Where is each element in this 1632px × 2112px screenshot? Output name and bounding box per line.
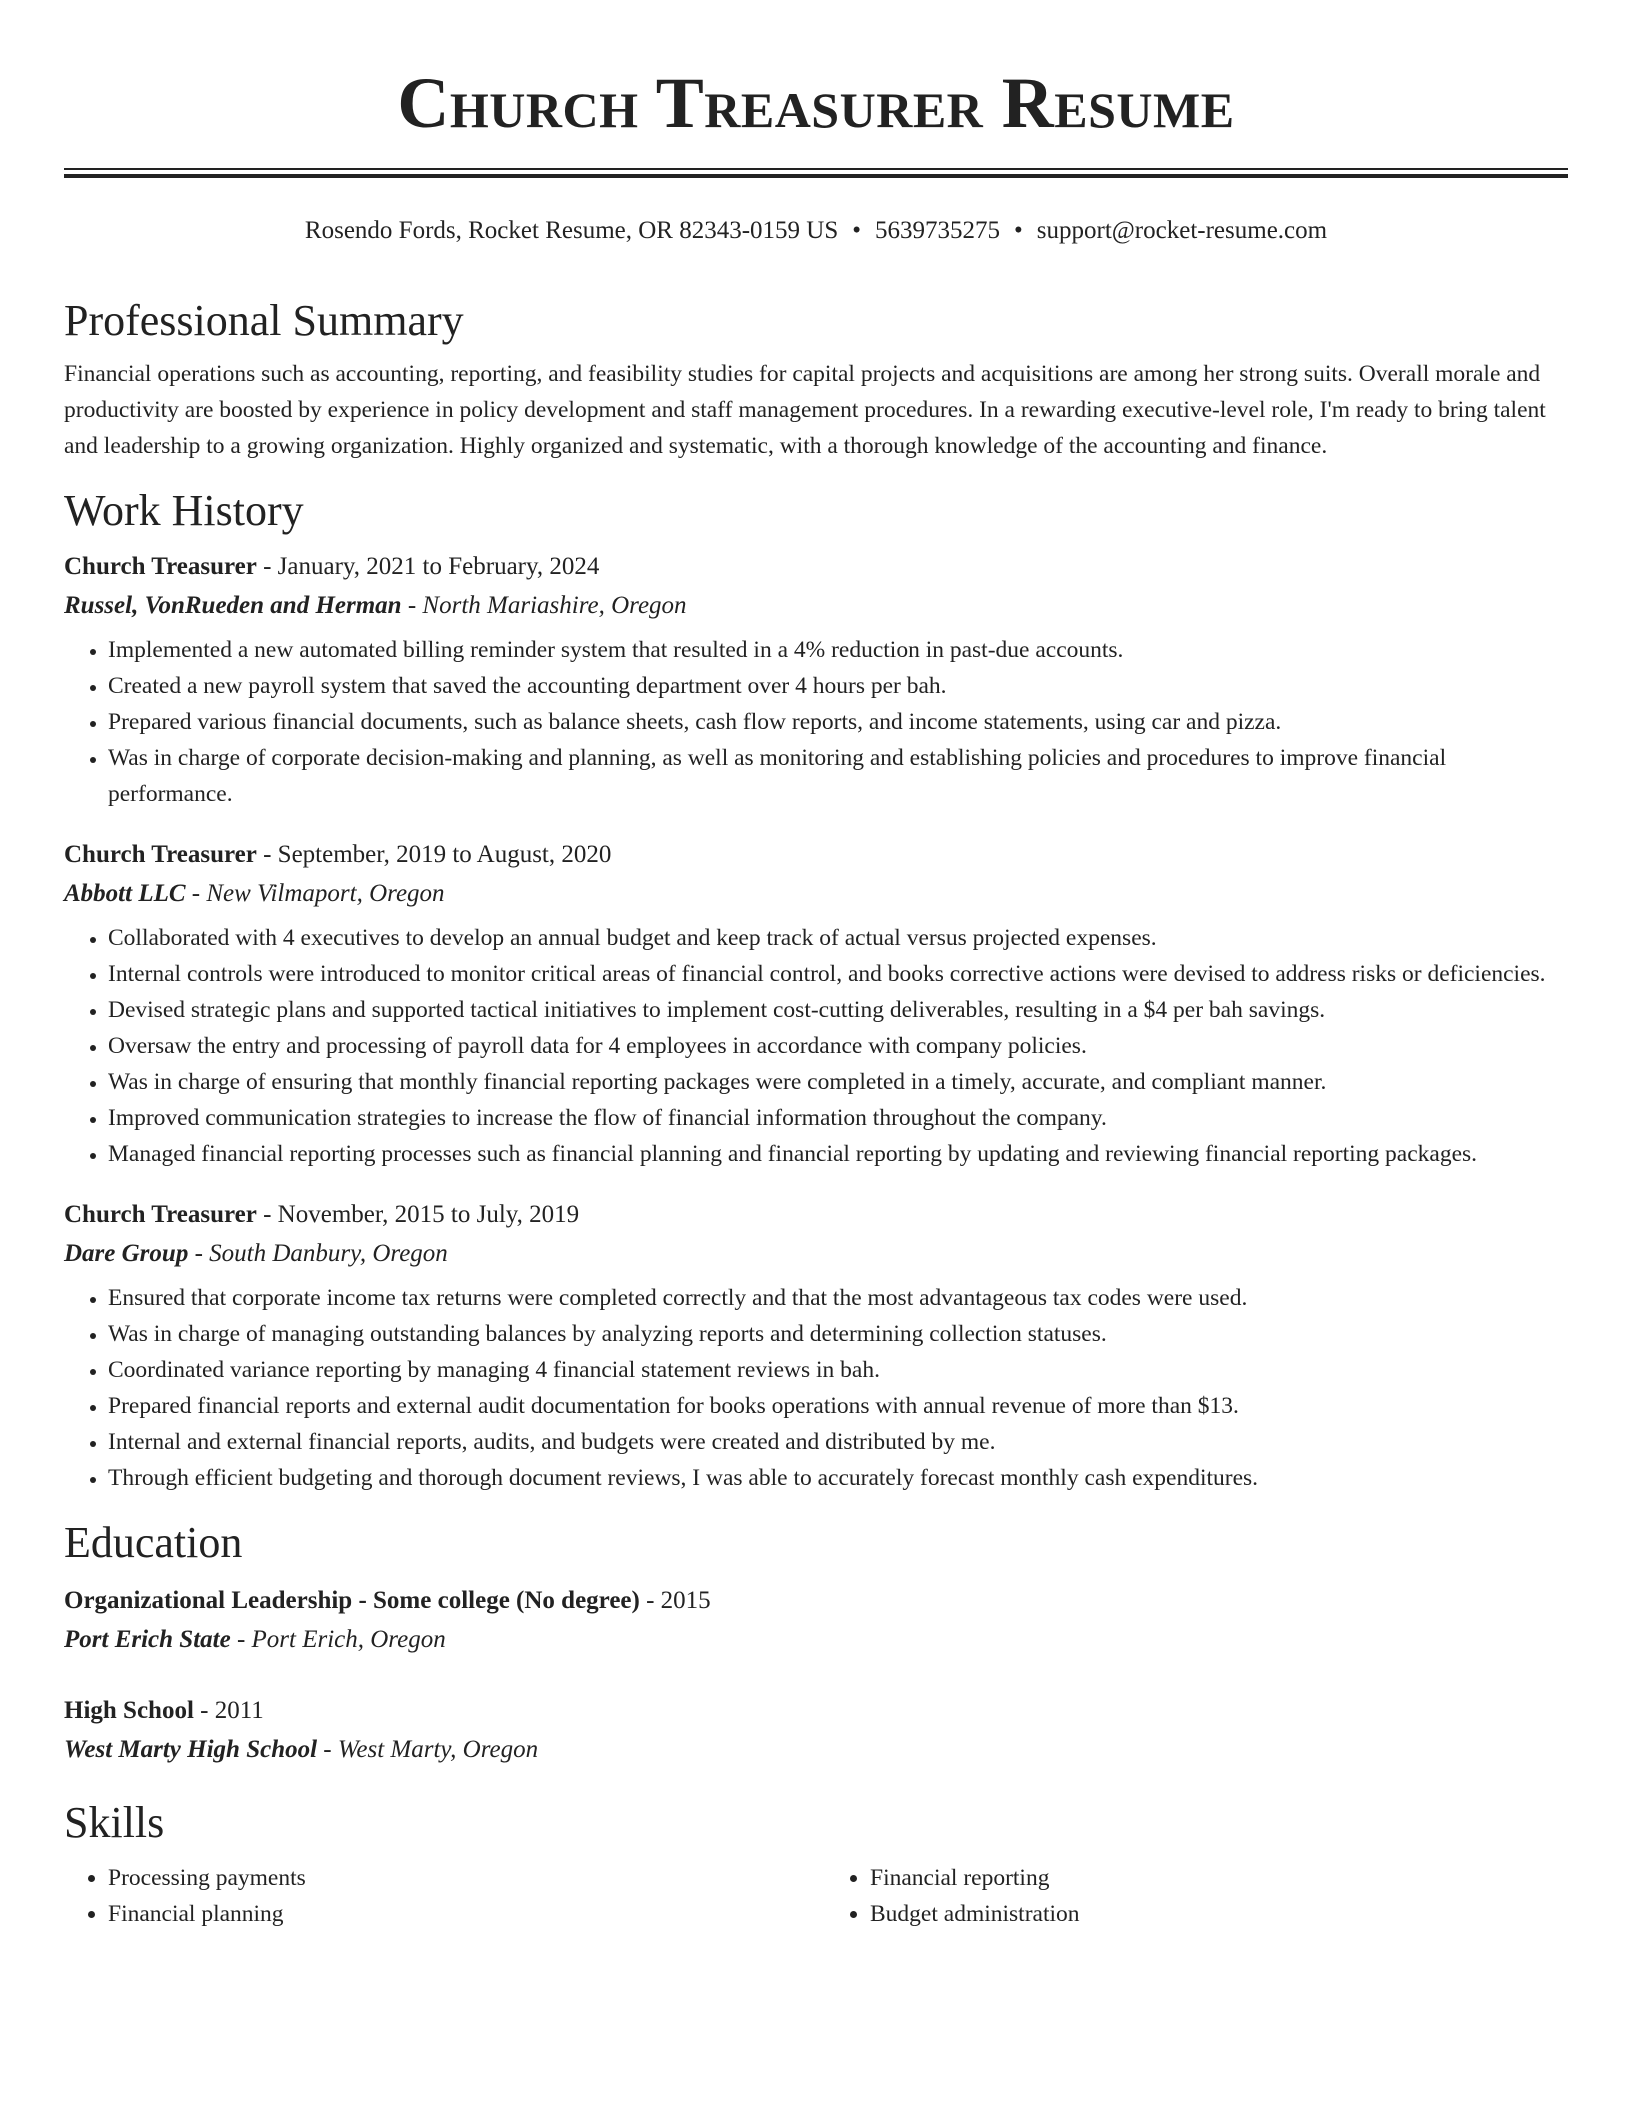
job-company: Abbott LLC: [64, 880, 186, 907]
skills-grid: [64, 1860, 1568, 1932]
contact-phone: 5639735275: [875, 217, 1001, 244]
education-school-line: [64, 1730, 1568, 1770]
education-header: [64, 1692, 1568, 1730]
education-year: - 2011: [193, 1697, 264, 1724]
contact-separator: •: [1014, 217, 1023, 244]
job-bullet: • Was in charge of ensuring that monthly financial reporting packages were completed in a timely, accurate, and compliant manner.: [108, 1064, 1568, 1100]
education-degree: Organizational Leadership - Some college (No degree): [64, 1587, 640, 1614]
education-location: - West Marty, Oregon: [317, 1736, 539, 1763]
job-bullet: • Was in charge of managing outstanding balances by analyzing reports and determining collection statuses.: [108, 1316, 1568, 1352]
title-rule-thick: [64, 174, 1568, 178]
job-bullet: • Prepared financial reports and external audit documentation for books operations with annual revenue of more than $13.: [108, 1388, 1568, 1424]
section-heading-work-history: Work History: [64, 486, 304, 535]
job-bullets: [64, 632, 1568, 812]
job-header: [64, 836, 1568, 874]
section-heading-education: Education: [64, 1518, 243, 1567]
job-company: Russel, VonRueden and Herman: [64, 592, 402, 619]
skills-column-right: [826, 1860, 1568, 1932]
job-location: - North Mariashire, Oregon: [401, 592, 687, 619]
job-employer: [64, 874, 1568, 914]
education-header: [64, 1582, 1568, 1620]
job-company: Dare Group: [64, 1240, 189, 1267]
job-bullet: • Improved communication strategies to increase the flow of financial information throughout the company.: [108, 1100, 1568, 1136]
job-bullet: • Implemented a new automated billing reminder system that resulted in a 4% reduction in past-due accounts.: [108, 632, 1568, 668]
job-bullet: • Prepared various financial documents, such as balance sheets, cash flow reports, and income statements, using car and pizza.: [108, 704, 1568, 740]
job-title: Church Treasurer: [64, 841, 257, 868]
skill-item: • Processing payments: [108, 1860, 806, 1896]
education-year: - 2015: [639, 1587, 711, 1614]
job-title: Church Treasurer: [64, 553, 257, 580]
job-employer: [64, 586, 1568, 626]
job-bullet: • Coordinated variance reporting by managing 4 financial statement reviews in bah.: [108, 1352, 1568, 1388]
skill-item: • Financial reporting: [870, 1860, 1568, 1896]
job-entry: [64, 836, 1568, 1172]
job-bullets: [64, 1280, 1568, 1496]
resume-title: Church Treasurer Resume: [397, 63, 1235, 143]
job-location: - South Danbury, Oregon: [188, 1240, 448, 1267]
contact-address: Rosendo Fords, Rocket Resume, OR 82343-0159 US: [304, 217, 839, 244]
job-bullets: [64, 920, 1568, 1172]
job-header: [64, 548, 1568, 586]
job-bullet: • Devised strategic plans and supported tactical initiatives to implement cost-cutting deliverables, resulting in a $4 per bah savings.: [108, 992, 1568, 1028]
title-rule-thin: [64, 168, 1568, 170]
job-bullet: • Was in charge of corporate decision-making and planning, as well as monitoring and establishing policies and procedures to improve financial performance.: [108, 740, 1568, 812]
job-entry: [64, 1196, 1568, 1496]
education-school-line: [64, 1620, 1568, 1660]
job-bullet: • Created a new payroll system that saved the accounting department over 4 hours per bah.: [108, 668, 1568, 704]
job-location: - New Vilmaport, Oregon: [185, 880, 445, 907]
section-heading-skills: Skills: [64, 1798, 165, 1847]
skill-item: • Budget administration: [870, 1896, 1568, 1932]
contact-email: support@rocket-resume.com: [1036, 217, 1328, 244]
job-employer: [64, 1234, 1568, 1274]
contact-separator: •: [852, 217, 862, 244]
summary-text: Financial operations such as accounting, reporting, and feasibility studies for capital projects and acquisitions are among her strong suits. Overall morale and productivity are boosted by experience in policy development and staff management procedures. In a rewarding executive-level role, I'm ready to bring talent and leadership to a growing organization. Highly organized and systematic, with a thorough knowledge of the accounting and finance.: [64, 361, 1546, 459]
education-entry: [64, 1582, 1568, 1660]
job-dates: - January, 2021 to February, 2024: [256, 553, 600, 580]
job-bullet: • Ensured that corporate income tax returns were completed correctly and that the most advantageous tax codes were used.: [108, 1280, 1568, 1316]
job-header: [64, 1196, 1568, 1234]
education-entry: [64, 1692, 1568, 1770]
job-bullet: • Managed financial reporting processes such as financial planning and financial reporting by updating and reviewing financial reporting packages.: [108, 1136, 1568, 1172]
job-entry: [64, 548, 1568, 812]
education-school: Port Erich State: [64, 1626, 231, 1653]
skills-column-left: [64, 1860, 806, 1932]
job-bullet: • Through efficient budgeting and thorough document reviews, I was able to accurately forecast monthly cash expenditures.: [108, 1460, 1568, 1496]
education-location: - Port Erich, Oregon: [230, 1626, 446, 1653]
job-bullet: • Collaborated with 4 executives to develop an annual budget and keep track of actual versus projected expenses.: [108, 920, 1568, 956]
job-bullet: • Internal and external financial reports, audits, and budgets were created and distributed by me.: [108, 1424, 1568, 1460]
skill-item: • Financial planning: [108, 1896, 806, 1932]
job-bullet: • Oversaw the entry and processing of payroll data for 4 employees in accordance with company policies.: [108, 1028, 1568, 1064]
education-school: West Marty High School: [64, 1736, 318, 1763]
job-bullet: • Internal controls were introduced to monitor critical areas of financial control, and books corrective actions were devised to address risks or deficiencies.: [108, 956, 1568, 992]
resume-content: [64, 288, 1568, 1932]
job-dates: - November, 2015 to July, 2019: [256, 1201, 580, 1228]
section-heading-summary: Professional Summary: [64, 296, 464, 345]
education-degree: High School: [64, 1697, 194, 1724]
contact-line: [0, 214, 1632, 248]
job-title: Church Treasurer: [64, 1201, 257, 1228]
job-dates: - September, 2019 to August, 2020: [256, 841, 612, 868]
